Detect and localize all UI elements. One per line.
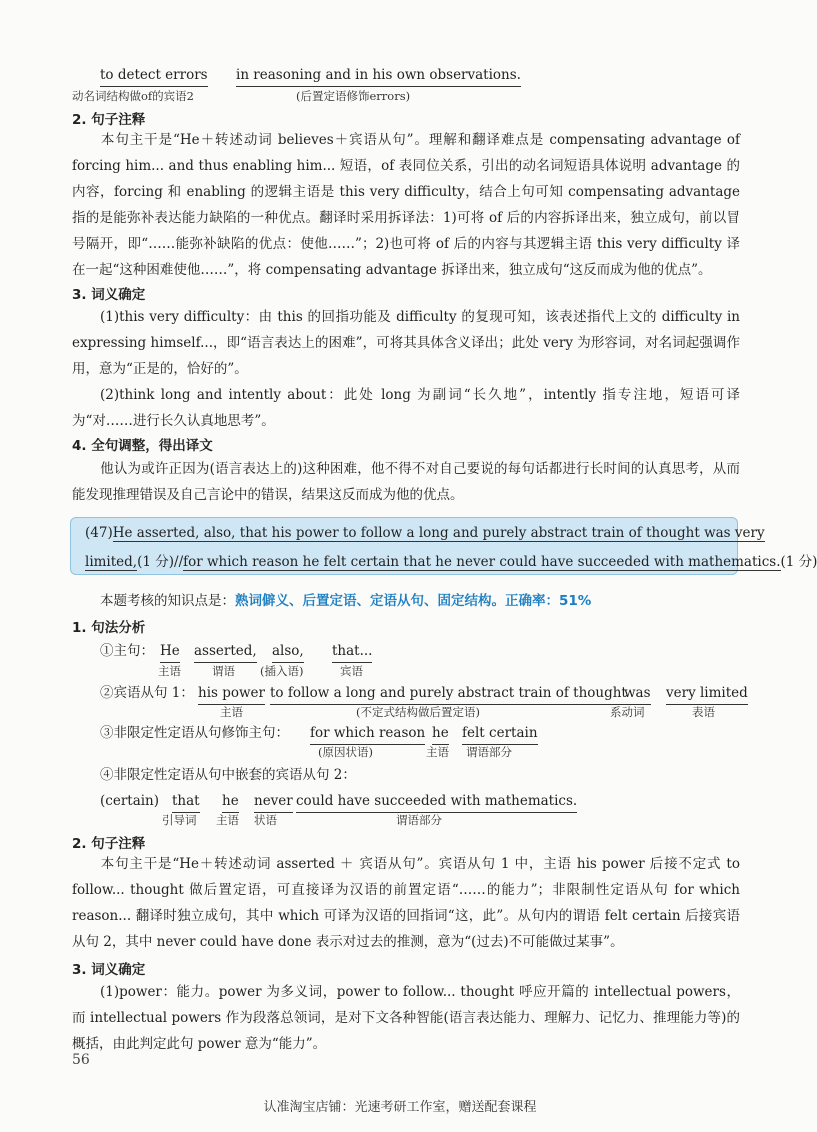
section-title-words: 3. 词义确定 <box>72 287 146 303</box>
s1-word-2: asserted, <box>194 640 257 663</box>
sentence-number: (47) <box>85 525 113 541</box>
s4-word-2: he <box>222 790 239 813</box>
s2-word-1: his power <box>198 682 265 705</box>
words-paragraph-1 <box>72 304 740 382</box>
s2-word-4: very limited <box>666 682 748 705</box>
s1-role-2: 谓语 <box>212 664 235 678</box>
top-phrase-2: in reasoning and in his own observations. <box>236 64 521 87</box>
top-label-2: (后置定语修饰errors) <box>296 89 411 103</box>
s2-role-1: 主语 <box>220 705 243 719</box>
s1-role-3: (插入语) <box>260 664 304 678</box>
knowledge-list: 熟词僻义、后置定语、定语从句、固定结构。正确率：51% <box>235 593 592 609</box>
s1-word-3: also, <box>272 640 304 663</box>
section-title-translation: 4. 全句调整，得出译文 <box>72 438 213 454</box>
s4-role-2: 主语 <box>216 813 239 827</box>
s2-label: ②宾语从句 1： <box>100 685 194 701</box>
section-title-syntax: 1. 句法分析 <box>72 620 146 636</box>
s3-word-2: he <box>432 722 449 745</box>
notes-text: 本句主干是“He＋转述动词 believes＋宾语从句”。理解和翻译难点是 compensating advantage of forcing him... and thus enabling him... 短语，of 表同位关系，引出的动名词短语具体说明 advantage 的内容，forcing 和 enabling 的逻辑主语是 this very difficulty，结合上句可知 compensating advantage 指的是能弥补表达能力缺陷的一种优点。翻译时采用拆译法：1)可将 of 后的内容拆译出来，独立成句，前以冒号隔开，即“……能弥补缺陷的优点：使他……”；2)也可将 of 后的内容与其逻辑主语 this very difficulty 译在一起“这种困难使他……”，将 compensating advantage 拆译出来，独立成句“这反而成为他的优点”。 <box>72 132 740 278</box>
s1-role-1: 主语 <box>158 664 181 678</box>
words2-paragraph <box>72 979 740 1057</box>
s1-label: ①主句： <box>100 643 154 659</box>
words2-text: (1)power：能力。power 为多义词，power to follow... thought 呼应开篇的 intellectual powers，而 intellectual powers 作为段落总领词，是对下文各种智能(语言表达能力、理解力、记忆力、推理能力等)的概括，由此判定此句 power 意为“能力”。 <box>72 984 740 1052</box>
s3-role-3: 谓语部分 <box>466 745 512 759</box>
words-text-1: (1)this very difficulty：由 this 的回指功能及 difficulty 的复现可知，该表述指代上文的 difficulty in expressing himself...，即“语言表达上的困难”，可将其具体含义译出；此处 very 为形容词，对名词起强调作用，意为“正是的，恰好的”。 <box>72 309 740 377</box>
s2-word-3: was <box>624 682 651 705</box>
score-2: (1 分) <box>780 554 817 570</box>
s4-word-4: could have succeeded with mathematics. <box>296 790 577 813</box>
sentence-part-1: He asserted, also, that his power to follow a long and purely abstract train of thought was very <box>112 525 765 541</box>
translation-paragraph <box>72 456 740 508</box>
s3-label: ③非限定性定语从句修饰主句： <box>100 725 289 741</box>
s2-role-4: 表语 <box>692 705 715 719</box>
s3-word-1: for which reason <box>310 722 425 745</box>
top-phrase-1: to detect errors <box>100 64 208 87</box>
sentence-box <box>70 517 817 575</box>
s4-role-3: 状语 <box>254 813 277 827</box>
sentence-part-2: limited, <box>85 554 138 570</box>
s2-role-2: (不定式结构做后置定语) <box>356 705 480 719</box>
s4-role-1: 引导词 <box>162 813 197 827</box>
score-1: (1 分)// <box>137 554 184 570</box>
words-paragraph-2 <box>72 382 740 434</box>
s3-word-3: felt certain <box>462 722 538 745</box>
s4-word-3: never <box>254 790 293 813</box>
s2-role-3: 系动词 <box>610 705 645 719</box>
sentence-part-3: for which reason he felt certain that he never could have succeeded with mathematics. <box>183 554 781 570</box>
section-title-words-2: 3. 词义确定 <box>72 962 146 978</box>
knowledge-prefix: 本题考核的知识点是： <box>100 593 235 609</box>
s4-word-1: that <box>172 790 200 813</box>
s4-role-4: 谓语部分 <box>396 813 442 827</box>
s2-word-2: to follow a long and purely abstract train of thought <box>270 682 627 705</box>
s3-role-1: (原因状语) <box>318 745 373 759</box>
notes2-paragraph <box>72 851 740 955</box>
knowledge-points <box>100 590 591 612</box>
section-title-notes-2: 2. 句子注释 <box>72 836 146 852</box>
s4-label: ④非限定性定语从句中嵌套的宾语从句 2： <box>100 767 356 783</box>
words-text-2: (2)think long and intently about：此处 long 为副词“长久地”，intently 指专注地，短语可译为“对……进行长久认真地思考”。 <box>72 387 740 429</box>
s1-word-1: He <box>160 640 180 663</box>
s1-word-4: that... <box>332 640 372 663</box>
footer-note: 认准淘宝店铺：光速考研工作室，赠送配套课程 <box>263 1100 537 1115</box>
s1-role-4: 宾语 <box>340 664 363 678</box>
translation-text: 他认为或许正因为(语言表达上的)这种困难，他不得不对自己要说的每句话都进行长时间的认真思考，从而能发现推理错误及自己言论中的错误，结果这反而成为他的优点。 <box>72 461 740 503</box>
section-title-notes: 2. 句子注释 <box>72 112 146 128</box>
top-label-1: 动名词结构做of的宾语2 <box>72 89 194 103</box>
notes-paragraph <box>72 127 740 283</box>
s3-role-2: 主语 <box>426 745 449 759</box>
notes2-text: 本句主干是“He＋转述动词 asserted ＋ 宾语从句”。宾语从句 1 中，主语 his power 后接不定式 to follow... thought 做后置定语，可直接译为汉语的前置定语“……的能力”；非限制性定语从句 for which reason... 翻译时独立成句，其中 which 可译为汉语的回指词“这，此”。从句内的谓语 felt certain 后接宾语从句 2，其中 never could have done 表示对过去的推测，意为“(过去)不可能做过某事”。 <box>72 856 740 950</box>
page-number: 56 <box>72 1052 90 1068</box>
s4-pre: (certain) <box>100 793 160 809</box>
